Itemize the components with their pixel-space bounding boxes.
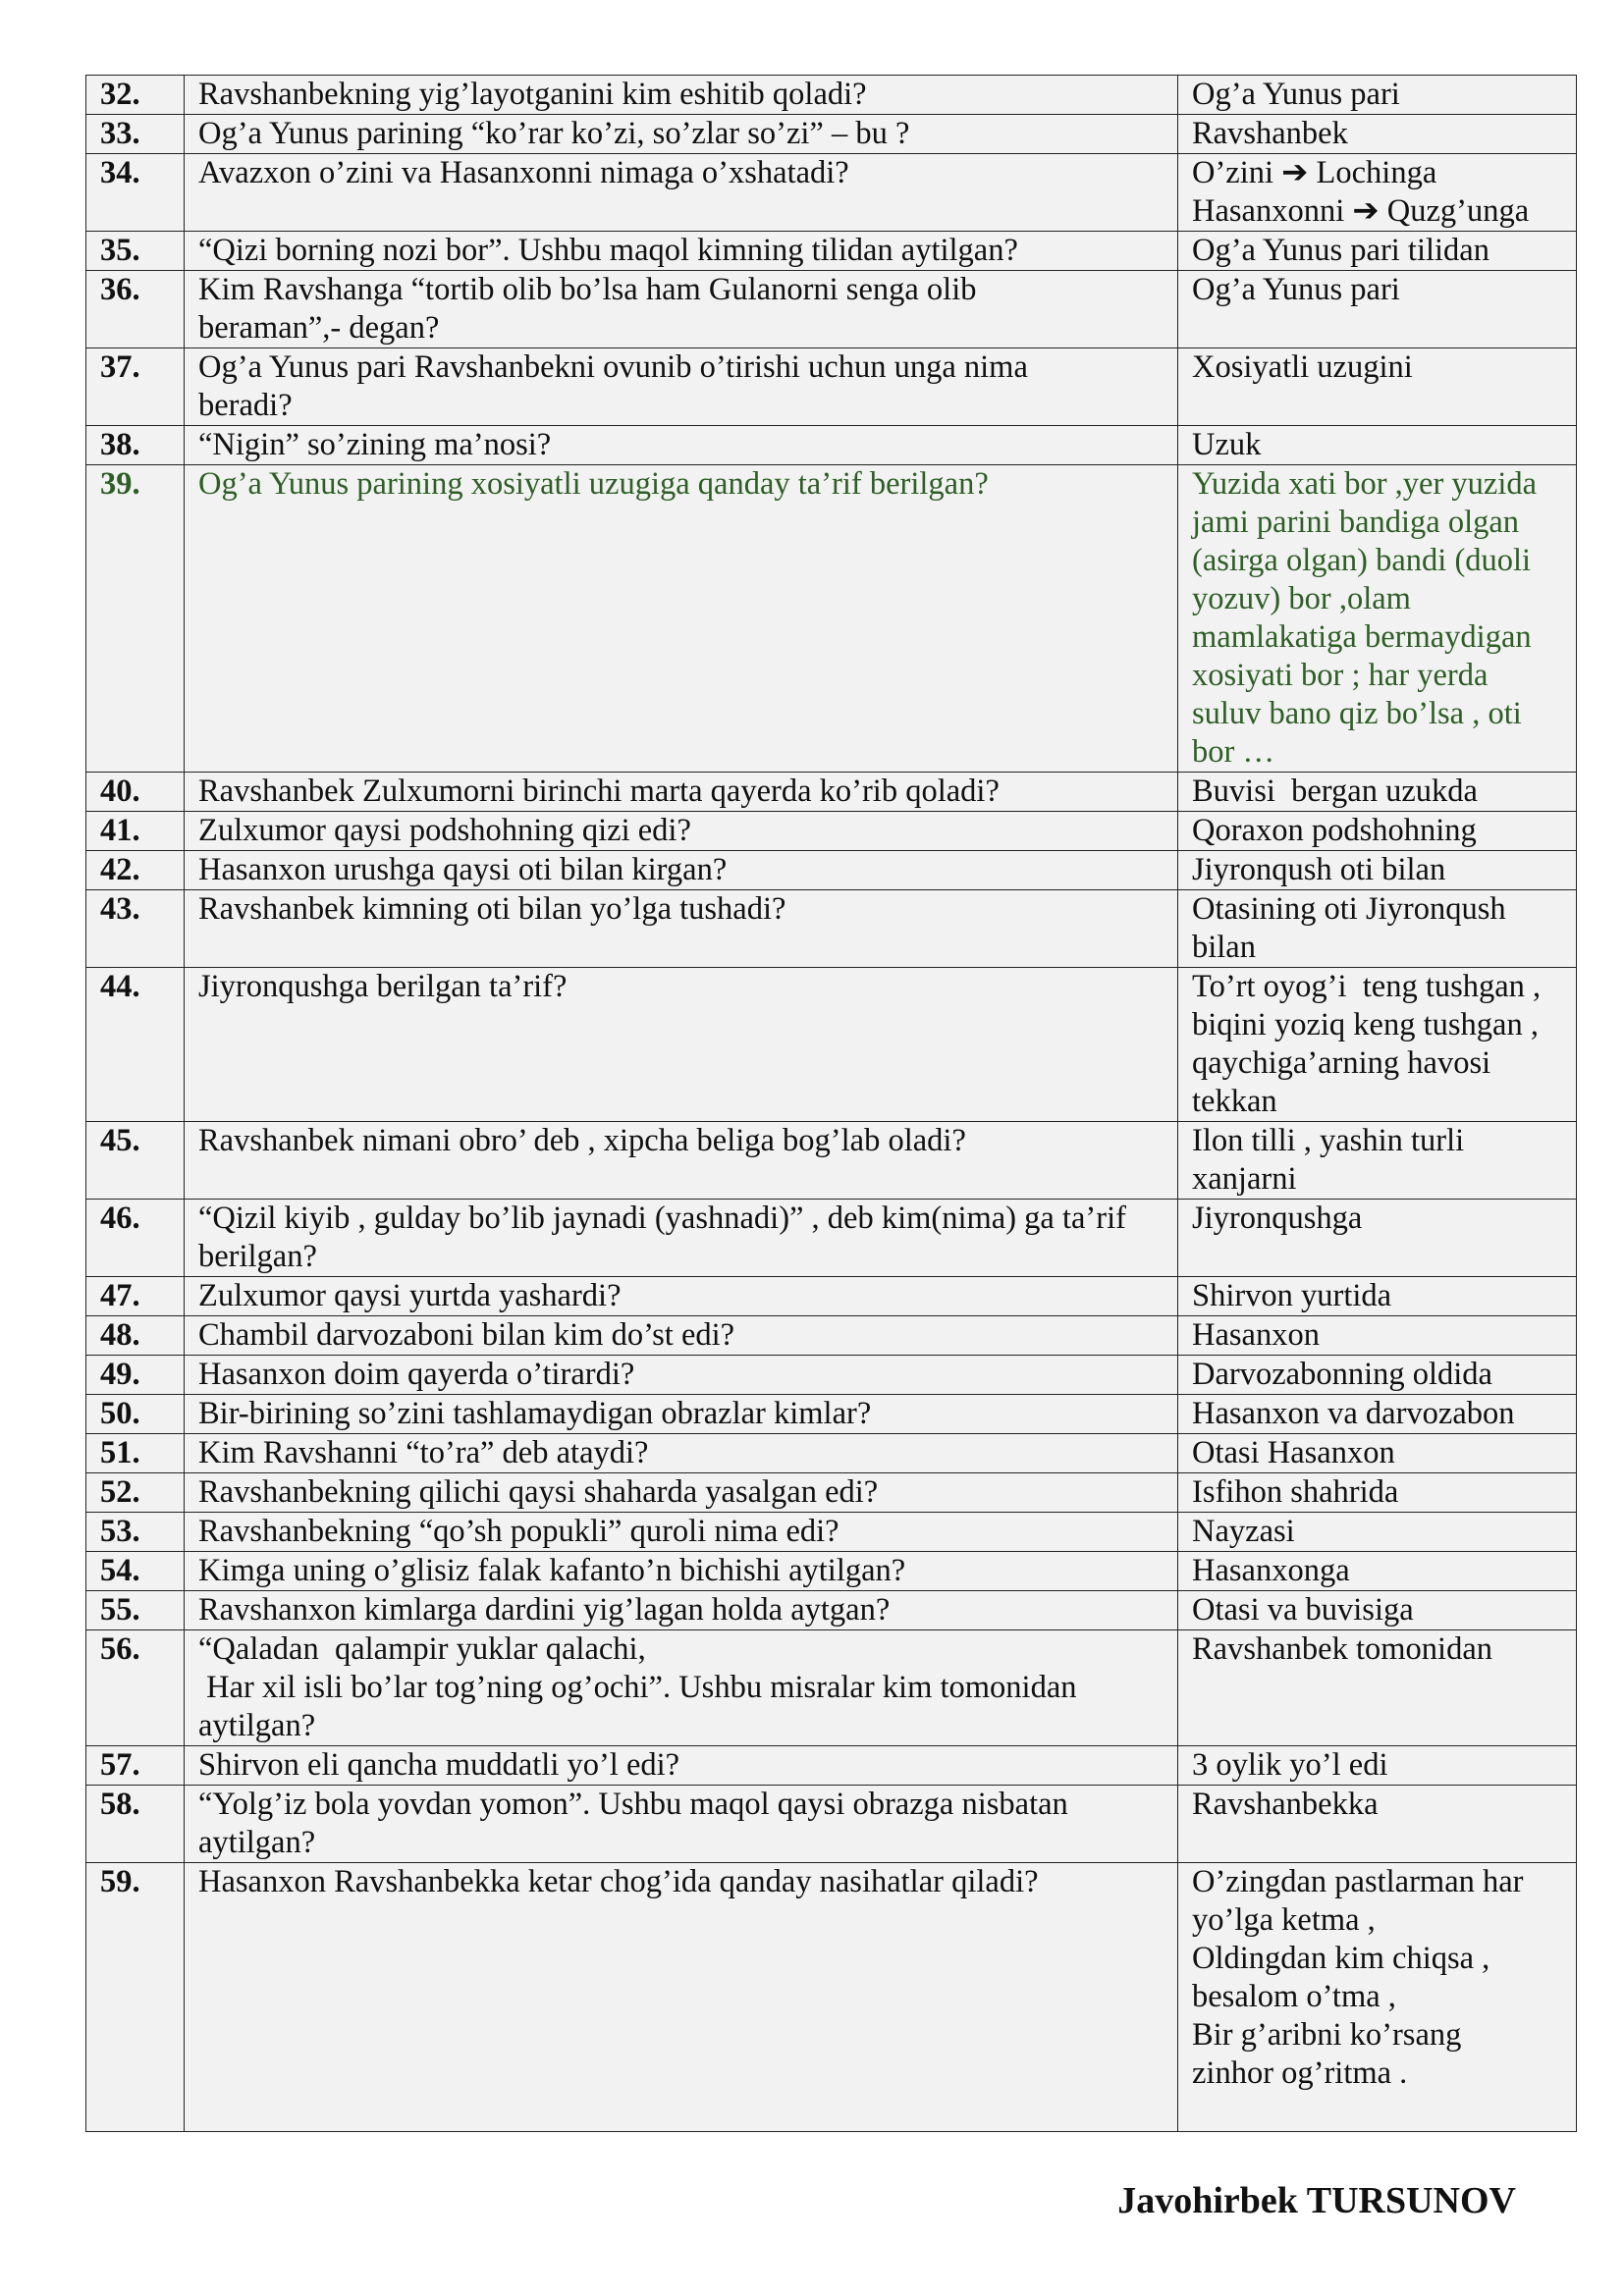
question-line: Chambil darvozaboni bilan kim do’st edi? <box>198 1317 735 1353</box>
table-row <box>86 426 1577 465</box>
answer-cell <box>1178 154 1577 232</box>
question-number: 49. <box>86 1356 185 1395</box>
table-row <box>86 1786 1577 1863</box>
answer-line: Isfihon shahrida <box>1192 1474 1399 1510</box>
question-number: 57. <box>86 1746 185 1786</box>
answer-line: xosiyati bor ; har yerda <box>1192 658 1489 693</box>
answer-line: bilan <box>1192 930 1256 965</box>
question-line: Har xil isli bo’lar tog’ning og’ochi”. Ushbu misralar kim tomonidan <box>198 1670 1077 1705</box>
table-row <box>86 1122 1577 1200</box>
answer-cell <box>1178 851 1577 890</box>
table-row <box>86 1277 1577 1316</box>
answer-cell <box>1178 426 1577 465</box>
answer-cell <box>1178 1591 1577 1630</box>
table-row <box>86 1356 1577 1395</box>
answer-line: Jiyronqushga <box>1192 1201 1363 1236</box>
answer-cell <box>1178 271 1577 348</box>
answer-line: Bir g’aribni ko’rsang <box>1192 2017 1462 2053</box>
author-signature: Javohirbek TURSUNOV <box>1117 2180 1516 2221</box>
question-line: Zulxumor qaysi podshohning qizi edi? <box>198 813 691 848</box>
table-row <box>86 1630 1577 1746</box>
answer-line: Og’a Yunus pari <box>1192 272 1400 307</box>
table-row <box>86 1434 1577 1473</box>
answer-cell <box>1178 1434 1577 1473</box>
question-number: 59. <box>86 1863 185 2132</box>
table-row <box>86 1591 1577 1630</box>
question-cell <box>185 426 1178 465</box>
table-row <box>86 968 1577 1122</box>
answer-cell <box>1178 1513 1577 1552</box>
question-number: 39. <box>86 465 185 773</box>
question-cell <box>185 1513 1178 1552</box>
question-number: 43. <box>86 890 185 968</box>
question-cell <box>185 1630 1178 1746</box>
question-line: aytilgan? <box>198 1708 316 1743</box>
question-line: Ravshanbekning “qo’sh popukli” quroli nima edi? <box>198 1514 839 1549</box>
answer-line: Yuzida xati bor ,yer yuzida <box>1192 466 1538 502</box>
answer-line: jami parini bandiga olgan <box>1192 505 1520 540</box>
table-row <box>86 890 1577 968</box>
question-cell <box>185 1552 1178 1591</box>
answer-line: Otasi va buvisiga <box>1192 1592 1414 1628</box>
answer-line: To’rt oyog’i teng tushgan , <box>1192 969 1542 1004</box>
table-row <box>86 1473 1577 1513</box>
answer-line: zinhor og’ritma . <box>1192 2056 1408 2091</box>
answer-cell <box>1178 890 1577 968</box>
question-line: Avazxon o’zini va Hasanxonni nimaga o’xshatadi? <box>198 155 849 190</box>
question-line: beraman”,- degan? <box>198 310 440 346</box>
question-line: Shirvon eli qancha muddatli yo’l edi? <box>198 1747 680 1783</box>
question-number: 56. <box>86 1630 185 1746</box>
question-number: 48. <box>86 1316 185 1356</box>
answer-cell <box>1178 773 1577 812</box>
answer-line: besalom o’tma , <box>1192 1979 1396 2014</box>
answer-line: Buvisi bergan uzukda <box>1192 774 1478 809</box>
qa-table-body <box>86 76 1577 2132</box>
question-number: 38. <box>86 426 185 465</box>
answer-cell <box>1178 115 1577 154</box>
table-row <box>86 812 1577 851</box>
question-cell <box>185 1434 1178 1473</box>
answer-line: Shirvon yurtida <box>1192 1278 1392 1313</box>
table-row <box>86 1513 1577 1552</box>
question-line: aytilgan? <box>198 1825 316 1860</box>
question-number: 37. <box>86 348 185 426</box>
answer-line: Darvozabonning oldida <box>1192 1357 1492 1392</box>
question-cell <box>185 1786 1178 1863</box>
question-line: “Qaladan qalampir yuklar qalachi, <box>198 1631 646 1667</box>
answer-cell <box>1178 465 1577 773</box>
question-line: Kim Ravshanga “tortib olib bo’lsa ham Gulanorni senga olib <box>198 272 977 307</box>
question-line: beradi? <box>198 388 293 423</box>
question-number: 32. <box>86 76 185 115</box>
table-row <box>86 1395 1577 1434</box>
question-number: 54. <box>86 1552 185 1591</box>
answer-line: xanjarni <box>1192 1161 1297 1197</box>
question-cell <box>185 1863 1178 2132</box>
question-number: 52. <box>86 1473 185 1513</box>
answer-cell <box>1178 232 1577 271</box>
answer-cell <box>1178 1552 1577 1591</box>
question-line: Ravshanxon kimlarga dardini yig’lagan holda aytgan? <box>198 1592 891 1628</box>
answer-line: Ravshanbek tomonidan <box>1192 1631 1492 1667</box>
answer-line: Og’a Yunus pari tilidan <box>1192 233 1489 268</box>
table-row <box>86 115 1577 154</box>
answer-cell <box>1178 76 1577 115</box>
answer-line: biqini yoziq keng tushgan , <box>1192 1007 1539 1042</box>
question-cell <box>185 1200 1178 1277</box>
question-cell <box>185 154 1178 232</box>
question-line: “Qizi borning nozi bor”. Ushbu maqol kimning tilidan aytilgan? <box>198 233 1018 268</box>
question-cell <box>185 1473 1178 1513</box>
table-row <box>86 76 1577 115</box>
question-cell <box>185 812 1178 851</box>
answer-line: bor … <box>1192 734 1274 770</box>
answer-line: Ilon tilli , yashin turli <box>1192 1123 1465 1158</box>
table-row <box>86 1552 1577 1591</box>
question-line: Og’a Yunus pari Ravshanbekni ovunib o’tirishi uchun unga nima <box>198 349 1028 385</box>
question-cell <box>185 773 1178 812</box>
answer-cell <box>1178 1630 1577 1746</box>
answer-line: Otasi Hasanxon <box>1192 1435 1395 1470</box>
question-cell <box>185 1591 1178 1630</box>
answer-cell <box>1178 1356 1577 1395</box>
table-row <box>86 851 1577 890</box>
question-number: 42. <box>86 851 185 890</box>
answer-line: Otasining oti Jiyronqush <box>1192 891 1506 927</box>
table-row <box>86 154 1577 232</box>
answer-cell <box>1178 1786 1577 1863</box>
question-cell <box>185 1356 1178 1395</box>
answer-line: Hasanxonga <box>1192 1553 1350 1588</box>
answer-line: mamlakatiga bermaydigan <box>1192 619 1532 655</box>
table-row <box>86 1746 1577 1786</box>
question-line: Og’a Yunus parining “ko’rar ko’zi, so’zlar so’zi” – bu ? <box>198 116 910 151</box>
answer-line: O’zini ➔ Lochinga <box>1192 155 1437 190</box>
question-cell <box>185 1395 1178 1434</box>
question-line: Ravshanbek Zulxumorni birinchi marta qayerda ko’rib qoladi? <box>198 774 1000 809</box>
question-number: 55. <box>86 1591 185 1630</box>
question-line: berilgan? <box>198 1239 317 1274</box>
answer-line: qaychiga’arning havosi <box>1192 1045 1491 1081</box>
question-number: 51. <box>86 1434 185 1473</box>
question-line: “Yolg’iz bola yovdan yomon”. Ushbu maqol qaysi obrazga nisbatan <box>198 1787 1068 1822</box>
question-line: Hasanxon doim qayerda o’tirardi? <box>198 1357 635 1392</box>
answer-cell <box>1178 1863 1577 2132</box>
answer-line: yozuv) bor ,olam <box>1192 581 1411 616</box>
question-number: 33. <box>86 115 185 154</box>
question-line: Ravshanbekning yig’layotganini kim eshitib qoladi? <box>198 77 867 112</box>
answer-line: Xosiyatli uzugini <box>1192 349 1413 385</box>
question-number: 50. <box>86 1395 185 1434</box>
table-row <box>86 1316 1577 1356</box>
answer-line: Qoraxon podshohning <box>1192 813 1477 848</box>
table-row <box>86 348 1577 426</box>
question-cell <box>185 348 1178 426</box>
question-line: Bir-birining so’zini tashlamaydigan obrazlar kimlar? <box>198 1396 872 1431</box>
answer-cell <box>1178 1122 1577 1200</box>
answer-line: Jiyronqush oti bilan <box>1192 852 1446 887</box>
answer-line: Hasanxon va darvozabon <box>1192 1396 1515 1431</box>
question-number: 53. <box>86 1513 185 1552</box>
table-row <box>86 232 1577 271</box>
question-number: 40. <box>86 773 185 812</box>
answer-cell <box>1178 1316 1577 1356</box>
answer-line: O’zingdan pastlarman har <box>1192 1864 1524 1899</box>
answer-cell <box>1178 968 1577 1122</box>
question-line: Hasanxon urushga qaysi oti bilan kirgan? <box>198 852 728 887</box>
answer-line: (asirga olgan) bandi (duoli <box>1192 543 1532 578</box>
question-line: Hasanxon Ravshanbekka ketar chog’ida qanday nasihatlar qiladi? <box>198 1864 1039 1899</box>
question-number: 47. <box>86 1277 185 1316</box>
answer-cell <box>1178 1746 1577 1786</box>
question-cell <box>185 232 1178 271</box>
question-cell <box>185 465 1178 773</box>
question-cell <box>185 1277 1178 1316</box>
question-cell <box>185 115 1178 154</box>
answer-cell <box>1178 812 1577 851</box>
question-number: 44. <box>86 968 185 1122</box>
question-line: Og’a Yunus parining xosiyatli uzugiga qanday ta’rif berilgan? <box>198 466 989 502</box>
question-number: 34. <box>86 154 185 232</box>
answer-line: 3 oylik yo’l edi <box>1192 1747 1388 1783</box>
question-cell <box>185 1746 1178 1786</box>
table-row <box>86 465 1577 773</box>
question-line: “Nigin” so’zining ma’nosi? <box>198 427 552 462</box>
answer-cell <box>1178 1473 1577 1513</box>
answer-line: Nayzasi <box>1192 1514 1295 1549</box>
answer-line: tekkan <box>1192 1084 1277 1119</box>
answer-line: suluv bano qiz bo’lsa , oti <box>1192 696 1522 731</box>
qa-table <box>85 75 1577 2132</box>
table-row <box>86 773 1577 812</box>
question-number: 46. <box>86 1200 185 1277</box>
answer-line: Og’a Yunus pari <box>1192 77 1400 112</box>
answer-cell <box>1178 1277 1577 1316</box>
question-line: Kimga uning o’glisiz falak kafanto’n bichishi aytilgan? <box>198 1553 906 1588</box>
question-cell <box>185 76 1178 115</box>
answer-line: Ravshanbekka <box>1192 1787 1379 1822</box>
question-cell <box>185 1316 1178 1356</box>
question-line: “Qizil kiyib , gulday bo’lib jaynadi (yashnadi)” , deb kim(nima) ga ta’rif <box>198 1201 1126 1236</box>
question-line: Jiyronqushga berilgan ta’rif? <box>198 969 568 1004</box>
question-cell <box>185 1122 1178 1200</box>
table-row <box>86 1863 1577 2132</box>
answer-cell <box>1178 1200 1577 1277</box>
table-row <box>86 271 1577 348</box>
answer-cell <box>1178 348 1577 426</box>
question-line: Ravshanbekning qilichi qaysi shaharda yasalgan edi? <box>198 1474 879 1510</box>
answer-line: Ravshanbek <box>1192 116 1348 151</box>
table-row <box>86 1200 1577 1277</box>
answer-line: yo’lga ketma , <box>1192 1902 1376 1938</box>
question-number: 58. <box>86 1786 185 1863</box>
question-line: Zulxumor qaysi yurtda yashardi? <box>198 1278 622 1313</box>
question-number: 35. <box>86 232 185 271</box>
question-cell <box>185 851 1178 890</box>
answer-line: Oldingdan kim chiqsa , <box>1192 1941 1490 1976</box>
question-number: 41. <box>86 812 185 851</box>
question-number: 36. <box>86 271 185 348</box>
question-number: 45. <box>86 1122 185 1200</box>
question-cell <box>185 968 1178 1122</box>
answer-line: Uzuk <box>1192 427 1262 462</box>
answer-line: Hasanxon <box>1192 1317 1320 1353</box>
answer-cell <box>1178 1395 1577 1434</box>
answer-line: Hasanxonni ➔ Quzg’unga <box>1192 193 1530 229</box>
question-line: Ravshanbek nimani obro’ deb , xipcha beliga bog’lab oladi? <box>198 1123 966 1158</box>
question-cell <box>185 890 1178 968</box>
question-line: Ravshanbek kimning oti bilan yo’lga tushadi? <box>198 891 786 927</box>
question-cell <box>185 271 1178 348</box>
question-line: Kim Ravshanni “to’ra” deb ataydi? <box>198 1435 649 1470</box>
